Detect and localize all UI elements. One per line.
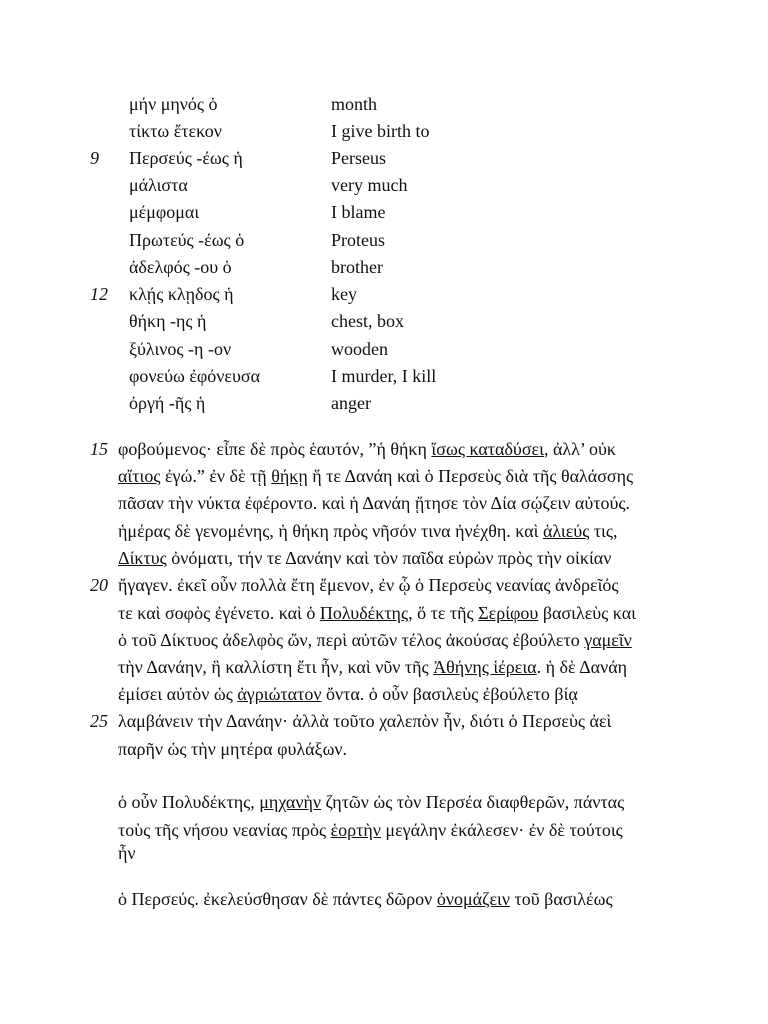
vocab-greek: ὀργή -ῆς ἡ	[129, 393, 206, 413]
vocab-english: month	[331, 94, 378, 114]
vocab-greek: ξύλινος -η -ον	[129, 339, 232, 359]
passage-text: ζητῶν ὡς τὸν Περσέα διαφθερῶν, πάντας	[321, 792, 625, 812]
passage-text: ἦν	[118, 843, 136, 863]
vocab-english: very much	[331, 175, 408, 195]
glossed-word: ὀνομάζειν	[436, 889, 511, 909]
passage-text: ἐγώ.” ἐν δὲ τῇ	[160, 466, 272, 486]
glossed-word: ἁλιεύς	[542, 521, 590, 541]
passage-text: τοὺς τῆς νήσου νεανίας πρὸς	[118, 820, 331, 840]
vocab-row	[0, 254, 768, 281]
vocab-english: chest, box	[331, 311, 404, 331]
vocab-row	[0, 227, 768, 254]
passage-text: πᾶσαν τὴν νύκτα ἐφέροντο. καὶ ἡ Δανάη ᾔτησε τὸν Δία σῴζειν αὐτούς.	[118, 493, 631, 513]
passage-line	[118, 681, 578, 708]
passage-line	[118, 840, 136, 867]
passage-line	[118, 572, 619, 599]
passage-text: τε καὶ σοφὸς ἐγένετο. καὶ ὁ	[118, 603, 320, 623]
vocab-english: key	[331, 284, 357, 304]
passage-text: ἡμέρας δὲ γενομένης, ἡ θήκη πρὸς νῆσόν τινα ἠνέχθη. καὶ	[118, 521, 543, 541]
passage-line	[118, 736, 347, 763]
passage-line	[118, 817, 623, 844]
vocab-english: anger	[331, 393, 371, 413]
passage-line	[118, 436, 616, 463]
passage-text: τοῦ βασιλέως	[510, 889, 613, 909]
passage-text: βασιλεὺς και	[538, 603, 636, 623]
passage-text: ὄντα. ὁ οὖν βασιλεὺς ἐβούλετο βίᾳ	[321, 684, 578, 704]
glossed-word: ἑορτὴν	[330, 820, 381, 840]
glossed-word: ἴσως καταδύσει	[431, 439, 544, 459]
passage-line	[118, 545, 611, 572]
passage-text: , ἀλλ’ οὐκ	[543, 439, 616, 459]
vocab-row	[0, 363, 768, 390]
vocab-english: I give birth to	[331, 121, 430, 141]
passage-text: ὁ τοῦ Δίκτυος ἀδελφὸς ὤν, περὶ αὐτῶν τέλος ἀκούσας ἐβούλετο	[118, 630, 585, 650]
passage-line	[118, 789, 624, 816]
vocab-english: wooden	[331, 339, 388, 359]
vocab-english: brother	[331, 257, 383, 277]
vocab-row	[0, 308, 768, 335]
passage-text: ὁ οὖν Πολυδέκτης,	[118, 792, 260, 812]
passage-line	[118, 490, 630, 517]
vocab-greek: θήκη -ης ἡ	[129, 311, 207, 331]
passage-text: φοβούμενος· εἶπε δὲ πρὸς ἑαυτόν, ”ἡ θήκη	[118, 439, 432, 459]
passage-line	[118, 708, 611, 735]
vocab-row	[0, 336, 768, 363]
glossed-word: γαμεῖν	[584, 630, 632, 650]
vocab-row	[0, 172, 768, 199]
passage-line	[118, 518, 618, 545]
passage-line	[118, 627, 632, 654]
line-number: 25	[90, 711, 108, 731]
vocab-greek: Περσεύς -έως ἡ	[129, 148, 243, 168]
passage-text: ὀνόματι, τήν τε Δανάην καὶ τὸν παῖδα εὑρὼν πρὸς τὴν οἰκίαν	[166, 548, 612, 568]
line-number: 15	[90, 439, 108, 459]
glossed-word: αἴτιος	[118, 466, 161, 486]
passage-text: ὁ Περσεύς. ἐκελεύσθησαν δὲ πάντες δῶρον	[118, 889, 437, 909]
vocab-greek: Πρωτεύς -έως ὁ	[129, 230, 245, 250]
vocab-row	[0, 390, 768, 417]
passage-line	[118, 600, 636, 627]
passage-line	[118, 886, 613, 913]
passage-text: λαμβάνειν τὴν Δανάην· ἀλλὰ τοῦτο χαλεπὸν ἦν, διότι ὁ Περσεὺς ἀεὶ	[118, 711, 612, 731]
vocab-greek: κλῄς κλῃδος ἡ	[129, 284, 234, 304]
vocab-english: I murder, I kill	[331, 366, 437, 386]
vocab-greek: μήν μηνός ὁ	[129, 94, 218, 114]
glossed-word: μηχανὴν	[259, 792, 322, 812]
vocab-greek: τίκτω ἔτεκον	[129, 121, 222, 141]
glossed-word: Δίκτυς	[118, 548, 167, 568]
glossed-word: ἀγριώτατον	[237, 684, 322, 704]
vocab-row	[0, 118, 768, 145]
vocab-row	[0, 91, 768, 118]
vocab-row	[0, 199, 768, 226]
passage-line	[118, 654, 627, 681]
glossed-word: Ἀθήνης ἱέρεια	[433, 657, 537, 677]
vocab-english: Perseus	[331, 148, 386, 168]
line-number: 9	[90, 148, 99, 168]
passage-line	[118, 463, 633, 490]
passage-text: , ὅ τε τῆς	[408, 603, 479, 623]
passage-text: ἥ τε Δανάη καὶ ὁ Περσεὺς διὰ τῆς θαλάσσης	[307, 466, 634, 486]
vocab-english: I blame	[331, 202, 386, 222]
passage-text: παρῆν ὡς τὴν μητέρα φυλάξων.	[118, 739, 348, 759]
passage-text: μεγάλην ἐκάλεσεν· ἐν δὲ τούτοις	[380, 820, 623, 840]
vocab-greek: φονεύω ἐφόνευσα	[129, 366, 261, 386]
glossed-word: θήκῃ	[271, 466, 308, 486]
vocab-greek: ἀδελφός -ου ὁ	[129, 257, 232, 277]
passage-text: . ἡ δὲ Δανάη	[536, 657, 628, 677]
vocab-greek: μάλιστα	[129, 175, 188, 195]
vocab-row	[0, 145, 768, 172]
passage-text: ἤγαγεν. ἐκεῖ οὖν πολλὰ ἔτη ἔμενον, ἐν ᾧ ὁ Περσεὺς νεανίας ἀνδρεῖός	[118, 575, 619, 595]
vocab-english: Proteus	[331, 230, 385, 250]
line-number: 12	[90, 284, 108, 304]
passage-text: τις,	[589, 521, 618, 541]
glossed-word: Σερίφου	[478, 603, 539, 623]
vocab-row	[0, 281, 768, 308]
passage-text: τὴν Δανάην, ἣ καλλίστη ἔτι ἦν, καὶ νῦν τῆς	[118, 657, 434, 677]
vocab-greek: μέμφομαι	[129, 202, 200, 222]
glossed-word: Πολυδέκτης	[319, 603, 409, 623]
line-number: 20	[90, 575, 108, 595]
passage-text: ἐμίσει αὐτὸν ὡς	[118, 684, 238, 704]
